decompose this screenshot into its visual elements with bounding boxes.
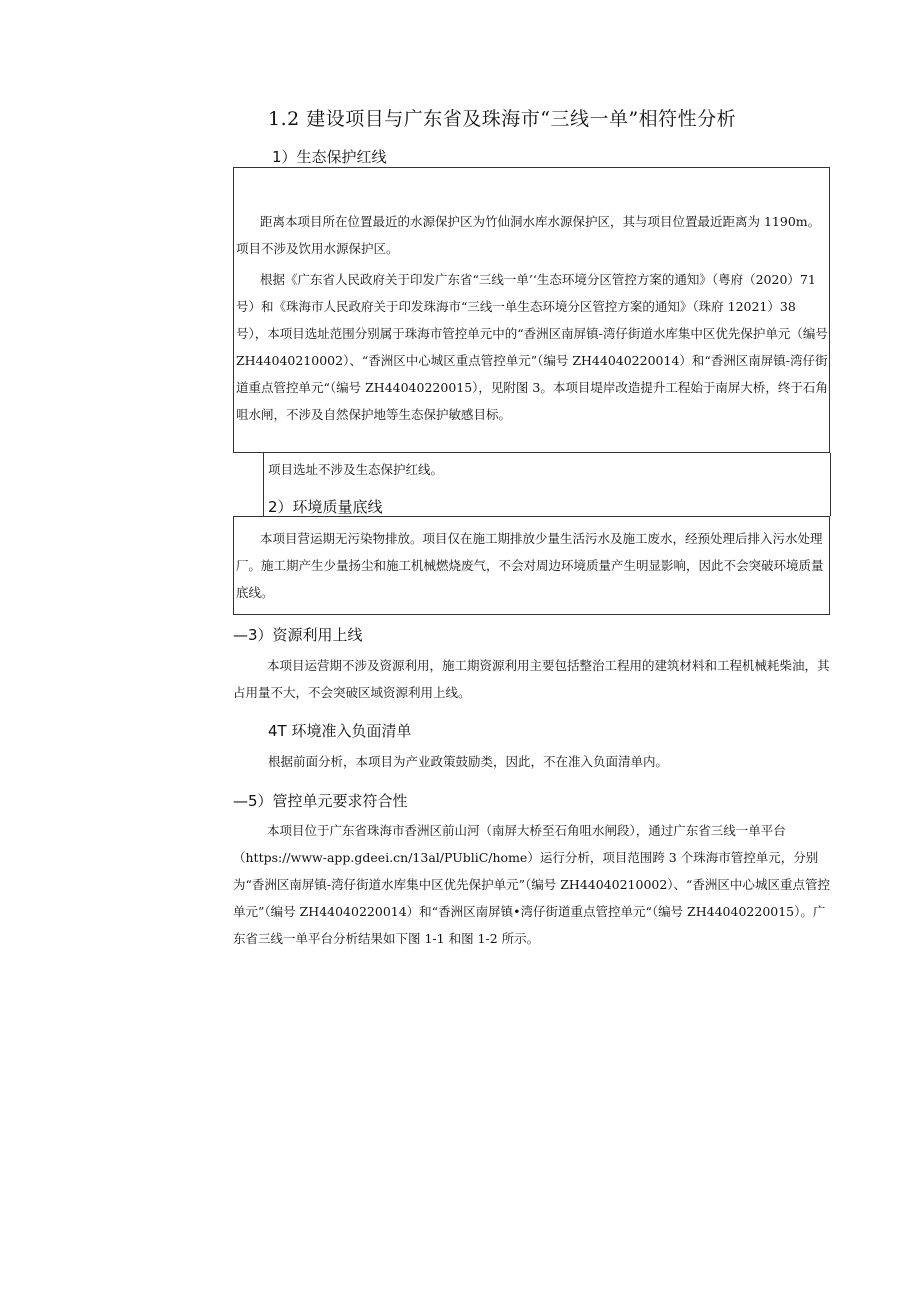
heading-negative-list: 4T 环境准入负面清单 (268, 722, 412, 740)
heading-ecological-redline: 1）生态保护红线 (272, 148, 387, 166)
paragraph-negative-list: 根据前面分析，本项目为产业政策鼓励类，因此，不在准入负面清单内。 (268, 754, 669, 769)
paragraph-control-units: 根据《广东省人民政府关于印发广东省“三线一单’‘生态环境分区管控方案的通知》（粤府（2020）71 号）和《珠海市人民政府关于印发珠海市“三线一单生态环境分区管控方案的通知》（珠府 12021）38 号），本项目选址范围分别属于珠海市管控单元中的“香洲区南屏镇-湾仔街道水库集中区优先保护单元（编号 ZH44040210002）、“香洲区中心城区重点管控单元”（编号 ZH44040220014）和“香洲区南屏镇-湾仔街道重点管控单元“（编号 ZH44040220015），见附图 3。本项目堤岸改造提升工程始于南屏大桥，终于石角咀水闸，不涉及自然保护地等生态保护敏感目标。 (236, 272, 828, 422)
paragraph-resource-use: 本项目运营期不涉及资源利用，施工期资源利用主要包括整治工程用的建筑材料和工程机械耗柴油，其占用量不大，不会突破区域资源利用上线。 (233, 658, 830, 700)
environmental-quality-text (236, 525, 828, 606)
paragraph-water-source: 距离本项目所在位置最近的水源保护区为竹仙洞水库水源保护区，其与项目位置最近距离为 1190m。项目不涉及饮用水源保护区。 (236, 214, 821, 256)
divider-left (263, 453, 264, 516)
heading-control-unit-compliance: —5）管控单元要求符合性 (233, 792, 408, 810)
paragraph-environmental-quality: 本项目营运期无污染物排放。项目仅在施工期排放少量生活污水及施工废水，经预处理后排入污水处理厂。施工期产生少量扬尘和施工机械燃烧废气，不会对周边环境质量产生明显影响，因此不会突破环境质量底线。 (236, 531, 824, 600)
ecological-redline-text (236, 208, 828, 428)
control-unit-text (233, 817, 831, 952)
paragraph-control-unit-compliance: 本项目位于广东省珠海市香洲区前山河（南屏大桥至石角咀水闸段），通过广东省三线一单平台（https://www-app.gdeei.cn/13al/PUbliC/home）运行分析，项目范围跨 3 个珠海市管控单元，分别为“香洲区南屏镇-湾仔街道水库集中区优先保护单元”（编号 ZH44040210002）、“香洲区中心城区重点管控单元”（编号 ZH44040220014）和“香洲区南屏镇•湾仔街道重点管控单元“（编号 ZH44040220015）。广东省三线一单平台分析结果如下图 1-1 和图 1-2 所示。 (233, 823, 830, 946)
section-title: 1.2 建设项目与广东省及珠海市“三线一单”相符性分析 (268, 108, 737, 130)
divider-right (830, 453, 831, 516)
paragraph-redline-conclusion: 项目选址不涉及生态保护红线。 (268, 462, 444, 477)
resource-use-text (233, 652, 831, 706)
heading-environmental-quality: 2）环境质量底线 (268, 498, 383, 516)
heading-resource-use: —3）资源利用上线 (233, 626, 363, 644)
